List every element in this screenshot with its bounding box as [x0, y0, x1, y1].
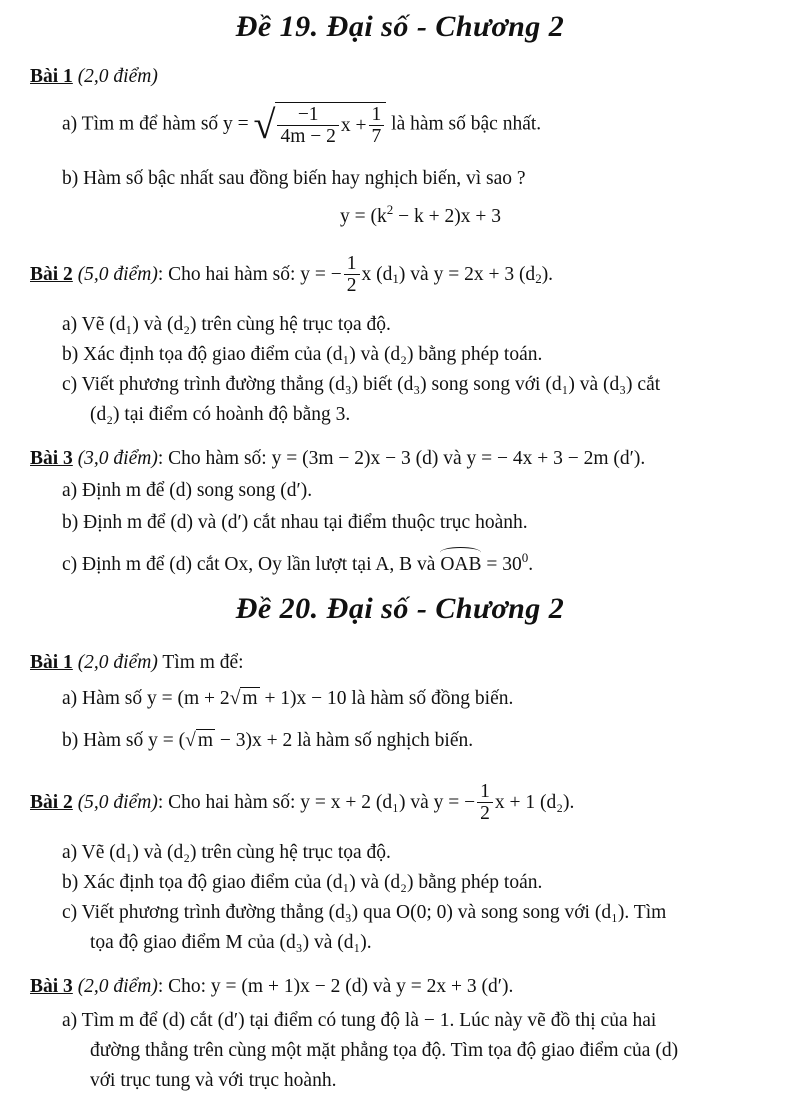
de20-bai2-points: (5,0 điểm)	[77, 791, 158, 813]
frac-num: 1	[477, 782, 493, 803]
formula-part: a) Hàm số y = (m + 2	[62, 688, 230, 709]
frac-den: 7	[371, 126, 382, 148]
de20-title: Đề 20. Đại số - Chương 2	[235, 592, 565, 625]
de20-bai1-b	[62, 730, 473, 752]
de19-bai1-header	[30, 66, 158, 88]
de19-bai1-a-prefix: a) Tìm m để hàm số y =	[62, 113, 249, 135]
de20-bai2-intro: : Cho hai hàm số: y = x + 2 (d₁) và y = −	[157, 791, 476, 813]
de20-bai3-header	[30, 976, 513, 998]
de19-bai2-label: Bài 2	[30, 263, 73, 285]
de20-bai2-frac	[477, 782, 493, 825]
de19-bai1-points: (2,0 điểm)	[77, 66, 158, 87]
de19-bai1-a-mid: x +	[340, 114, 367, 136]
frac-num: 1	[344, 254, 360, 275]
de20-bai1-intro: Tìm m để:	[157, 652, 244, 673]
formula-part: − 3)x + 2 là hàm số nghịch biến.	[214, 730, 474, 751]
de19-bai1-b-formula	[340, 202, 501, 228]
de19-bai1-a-frac2	[369, 105, 385, 148]
sqrt-body	[275, 102, 386, 148]
de20-bai1-header	[30, 652, 244, 674]
de19-bai1-label: Bài 1	[30, 66, 73, 87]
de20-bai3-points: (2,0 điểm)	[77, 976, 158, 997]
de20-bai3-a3: với trục tung và với trục hoành.	[90, 1070, 337, 1091]
de20-bai1-points: (2,0 điểm)	[77, 652, 158, 673]
formula-part: b) Hàm số y = (	[62, 730, 186, 751]
de19-bai1-a	[62, 102, 541, 148]
de19-bai2-intro: : Cho hai hàm số: y = −	[157, 263, 342, 285]
de19-bai3-c	[62, 550, 533, 576]
frac-num: −1	[277, 105, 338, 126]
sub: 2	[535, 270, 542, 286]
de19-bai2-points: (5,0 điểm)	[77, 263, 158, 285]
de19-bai2-header	[30, 254, 553, 297]
de19-bai3-points: (3,0 điểm)	[77, 448, 158, 469]
de19-bai1-b: b) Hàm số bậc nhất sau đồng biến hay nghịch biến, vì sao ?	[62, 168, 526, 189]
formula-part: y = (k	[340, 206, 387, 227]
de20-bai2-b: b) Xác định tọa độ giao điểm của (d₁) và (d₂) bằng phép toán.	[62, 872, 543, 893]
de20-bai2-header	[30, 782, 574, 825]
frac-den: 2	[480, 803, 490, 825]
de19-title: Đề 19. Đại số - Chương 2	[235, 10, 565, 43]
radicand: m	[242, 688, 258, 709]
sub: 1	[392, 270, 399, 286]
de19-bai2-b: b) Xác định tọa độ giao điểm của (d₁) và (d₂) bằng phép toán.	[62, 344, 543, 365]
de19-bai3-header	[30, 448, 645, 470]
de19-bai1-a-sqrt	[254, 102, 387, 148]
sqrt-icon: √	[185, 730, 196, 751]
de19-bai2-end: ).	[541, 263, 554, 285]
radicand: m	[197, 730, 213, 751]
de19-bai2-after: x (d	[361, 263, 393, 285]
de19-bai1-a-suffix: là hàm số bậc nhất.	[391, 113, 542, 135]
sqrt-icon: √	[229, 688, 241, 709]
de20-bai2-label: Bài 2	[30, 791, 73, 813]
de19-bai2-c1: c) Viết phương trình đường thẳng (d₃) biết (d₃) song song với (d₁) và (d₃) cắt	[62, 374, 661, 395]
de19-bai3-a: a) Định m để (d) song song (d′).	[62, 480, 313, 501]
frac-den: 4m − 2	[280, 126, 336, 148]
de20-bai1-a	[62, 688, 513, 710]
de20-bai1-label: Bài 1	[30, 652, 73, 673]
de20-bai2-a: a) Vẽ (d₁) và (d₂) trên cùng hệ trục tọa độ.	[62, 842, 391, 863]
de19-bai3-c-prefix: c) Định m để (d) cắt Ox, Oy lần lượt tại A, B và	[62, 554, 441, 575]
formula-sup: 2	[386, 202, 394, 217]
angle-arc: OAB	[440, 550, 481, 576]
de19-bai3-intro: : Cho hàm số: y = (3m − 2)x − 3 (d) và y = − 4x + 3 − 2m (d′).	[157, 448, 646, 469]
de19-bai2-mid: ) và y = 2x + 3 (d	[398, 263, 536, 285]
formula-part: − k + 2)x + 3	[393, 206, 501, 227]
de19-bai2-frac	[344, 254, 360, 297]
de20-bai3-a2: đường thẳng trên cùng một mặt phẳng tọa độ. Tìm tọa độ giao điểm của (d)	[90, 1040, 679, 1061]
de19-bai2-a: a) Vẽ (d₁) và (d₂) trên cùng hệ trục tọa độ.	[62, 314, 391, 335]
de19-bai3-label: Bài 3	[30, 448, 73, 469]
de20-bai2-c2: tọa độ giao điểm M của (d₃) và (d₁).	[90, 932, 372, 953]
de19-bai3-c-eq: = 30	[481, 554, 522, 575]
de19-bai3-c-end: .	[528, 554, 534, 575]
de19-bai1-a-frac	[277, 105, 338, 148]
formula-part: + 1)x − 10 là hàm số đồng biến.	[259, 688, 514, 709]
frac-den: 2	[346, 275, 357, 297]
de20-bai3-a1: a) Tìm m để (d) cắt (d′) tại điểm có tung độ là − 1. Lúc này vẽ đồ thị của hai	[62, 1010, 657, 1031]
de20-bai2-c1: c) Viết phương trình đường thẳng (d₃) qua O(0; 0) và song song với (d₁). Tìm	[62, 902, 667, 923]
de20-bai2-after: x + 1 (d₂).	[494, 791, 575, 813]
sqrt-icon: √	[253, 101, 276, 147]
de19-bai2-c2: (d₂) tại điểm có hoành độ bằng 3.	[90, 404, 351, 425]
de20-bai3-intro: : Cho: y = (m + 1)x − 2 (d) và y = 2x + 3 (d′).	[157, 976, 514, 997]
de20-bai3-label: Bài 3	[30, 976, 73, 997]
de19-bai3-b: b) Định m để (d) và (d′) cắt nhau tại điểm thuộc trục hoành.	[62, 512, 528, 533]
frac-num: 1	[369, 105, 385, 126]
degree-sup: 0	[521, 550, 529, 565]
